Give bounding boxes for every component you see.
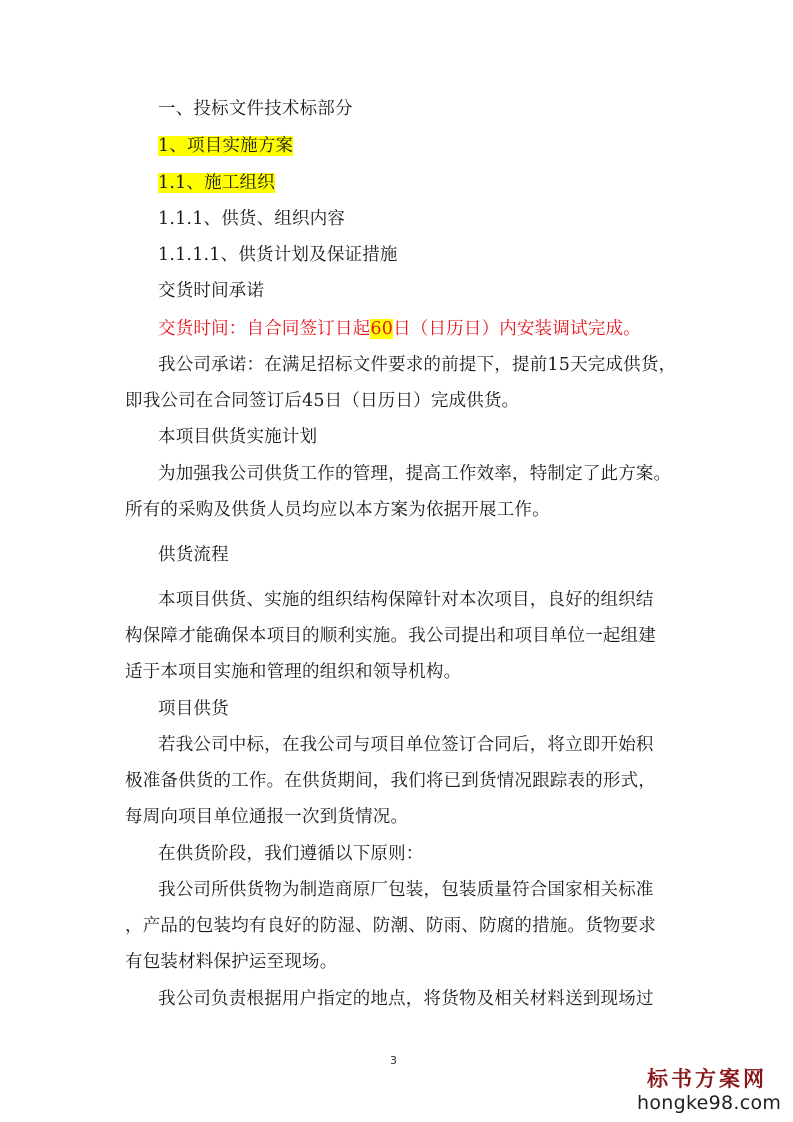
watermark-url: hongke98.com — [637, 1092, 782, 1114]
highlighted-heading: 1.1、施工组织 — [158, 173, 275, 193]
paragraph-line: 我公司负责根据用户指定的地点，将货物及相关材料送到现场过 — [158, 989, 654, 1009]
paragraph-line: 为加强我公司供货工作的管理，提高工作效率，特制定了此方案。 — [158, 464, 672, 484]
paragraph-line: 适于本项目实施和管理的组织和领导机构。 — [125, 662, 462, 682]
paragraph-line: 有包装材料保护运至现场。 — [125, 952, 338, 972]
delivery-text-before: 交货时间：自合同签订日起 — [158, 319, 371, 339]
paragraph-line: 本项目供货、实施的组织结构保障针对本次项目，良好的组织结 — [158, 590, 654, 610]
paragraph-line: 若我公司中标，在我公司与项目单位签订合同后，将立即开始积 — [158, 735, 654, 755]
paragraph-line: 在供货阶段，我们遵循以下原则： — [158, 844, 424, 864]
heading-level-4: 1.1.1.1、供货计划及保证措施 — [158, 245, 398, 265]
heading-level-2 — [158, 171, 275, 195]
paragraph-line: 每周向项目单位通报一次到货情况。 — [125, 807, 409, 827]
paragraph-line: 即我公司在合同签订后45日（日历日）完成供货。 — [125, 391, 520, 411]
paragraph-line: 我公司所供货物为制造商原厂包装，包装质量符合国家相关标准 — [158, 880, 654, 900]
subheading: 供货流程 — [158, 545, 229, 565]
paragraph-line: 所有的采购及供货人员均应以本方案为依据开展工作。 — [125, 500, 550, 520]
site-watermark-logo — [637, 1066, 782, 1114]
paragraph-line: 我公司承诺：在满足招标文件要求的前提下，提前15天完成供货， — [158, 355, 677, 375]
subheading: 交货时间承诺 — [158, 281, 265, 301]
page-number: 3 — [390, 1054, 397, 1067]
delivery-days-highlight: 60 — [370, 319, 394, 339]
paragraph-line: ，产品的包装均有良好的防湿、防潮、防雨、防腐的措施。货物要求 — [125, 916, 656, 936]
watermark-title: 标书方案网 — [647, 1067, 767, 1091]
delivery-time-statement — [158, 317, 641, 341]
subheading: 项目供货 — [158, 699, 229, 719]
paragraph-line: 构保障才能确保本项目的顺利实施。我公司提出和项目单位一起组建 — [125, 626, 656, 646]
delivery-text-after: 日（日历日）内安装调试完成。 — [393, 319, 641, 339]
heading-level-3: 1.1.1、供货、组织内容 — [158, 209, 346, 229]
heading-level-1 — [158, 134, 293, 158]
section-heading: 一、投标文件技术标部分 — [158, 99, 353, 119]
subheading: 本项目供货实施计划 — [158, 427, 318, 447]
paragraph-line: 极准备供货的工作。在供货期间，我们将已到货情况跟踪表的形式， — [125, 771, 656, 791]
highlighted-heading: 1、项目实施方案 — [158, 136, 294, 156]
